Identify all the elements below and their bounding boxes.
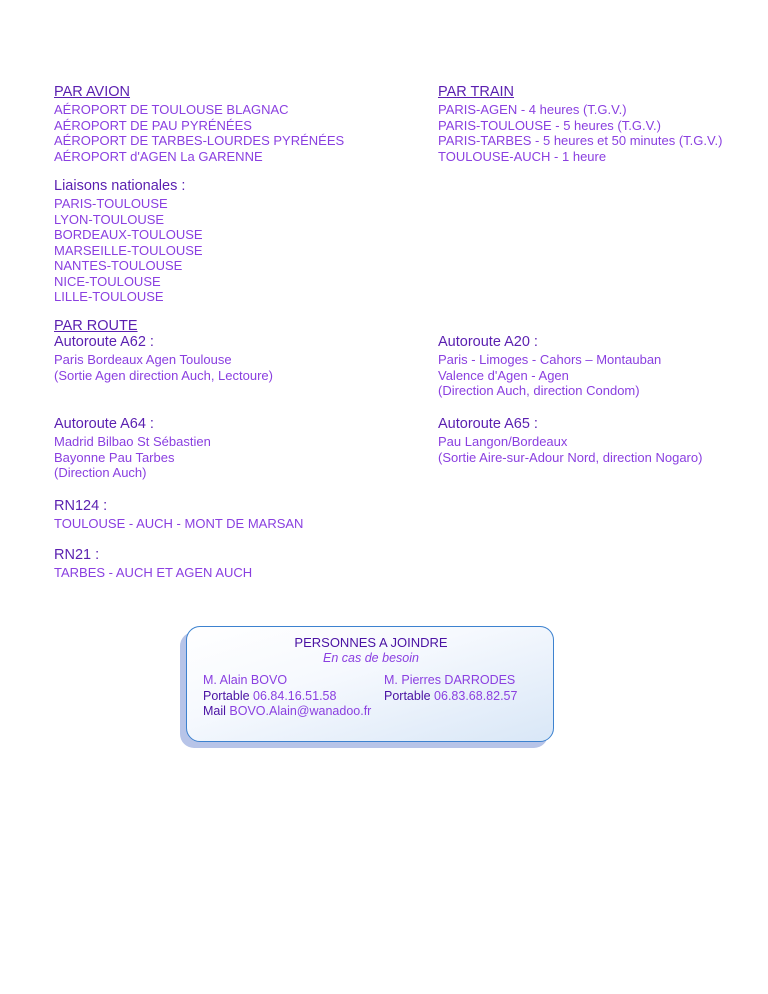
contact-subtitle: En cas de besoin [323, 651, 419, 665]
route-line: Madrid Bilbao St Sébastien [54, 434, 211, 449]
contact-phone-row [203, 689, 371, 705]
route-line: (Sortie Agen direction Auch, Lectoure) [54, 367, 273, 383]
liaison-line: NICE-TOULOUSE [54, 273, 161, 289]
liaison-line: NANTES-TOULOUSE [54, 258, 183, 273]
phone-label: Portable [203, 688, 250, 703]
airport-line: AÉROPORT d'AGEN La GARENNE [54, 148, 263, 164]
liaison-line: LYON-TOULOUSE [54, 211, 165, 227]
liaison-line: MARSEILLE-TOULOUSE [54, 242, 203, 258]
rn124-title: RN124 : [54, 498, 108, 514]
contact-name: M. Pierres DARRODES [384, 673, 516, 687]
contact-box [186, 626, 554, 742]
contact-person-2 [384, 673, 517, 704]
liaison-line: PARIS-TOULOUSE [54, 196, 168, 211]
section-par-route [54, 318, 138, 335]
contact-title: PERSONNES A JOINDRE [294, 635, 448, 650]
a64-title: Autoroute A64 : [54, 416, 154, 432]
route-a65 [438, 416, 702, 465]
phone-number: 06.83.68.82.57 [434, 688, 518, 703]
train-line: PARIS-TARBES - 5 heures et 50 minutes (T.G.V.) [438, 133, 723, 148]
route-a64 [54, 416, 211, 481]
route-a20 [438, 334, 661, 399]
train-line: PARIS-AGEN - 4 heures (T.G.V.) [438, 102, 627, 117]
par-route-heading: PAR ROUTE [54, 318, 138, 334]
phone-label: Portable [384, 688, 431, 703]
contact-name: M. Alain BOVO [203, 673, 288, 687]
liaisons-heading: Liaisons nationales : [54, 178, 186, 194]
contact-mail-row [203, 704, 371, 720]
section-liaisons-nationales [54, 178, 203, 305]
route-line: Bayonne Pau Tarbes [54, 449, 175, 465]
a20-title: Autoroute A20 : [438, 334, 538, 350]
a62-title: Autoroute A62 : [54, 334, 154, 350]
phone-number: 06.84.16.51.58 [253, 688, 337, 703]
route-line: Paris Bordeaux Agen Toulouse [54, 352, 232, 367]
mail-label: Mail [203, 704, 226, 718]
contact-person-1 [203, 673, 371, 720]
route-line: (Direction Auch) [54, 465, 147, 480]
airport-line: AÉROPORT DE TARBES-LOURDES PYRÉNÉES [54, 133, 345, 148]
route-rn124 [54, 498, 303, 532]
a65-title: Autoroute A65 : [438, 416, 538, 432]
route-line: TOULOUSE - AUCH - MONT DE MARSAN [54, 516, 304, 531]
route-line: Paris - Limoges - Cahors – Montauban [438, 352, 662, 367]
route-line: (Direction Auch, direction Condom) [438, 383, 640, 398]
par-train-heading: PAR TRAIN [438, 84, 515, 100]
route-line: (Sortie Aire-sur-Adour Nord, direction Nogaro) [438, 449, 703, 465]
liaison-line: LILLE-TOULOUSE [54, 289, 164, 304]
contact-phone-row [384, 689, 517, 705]
mail-address: BOVO.Alain@wanadoo.fr [229, 704, 372, 718]
route-a62 [54, 334, 273, 383]
airport-line: AÉROPORT DE TOULOUSE BLAGNAC [54, 102, 289, 117]
route-rn21 [54, 547, 252, 581]
par-avion-heading: PAR AVION [54, 84, 131, 100]
rn21-title: RN21 : [54, 547, 100, 563]
route-line: TARBES - AUCH ET AGEN AUCH [54, 565, 253, 580]
train-line: PARIS-TOULOUSE - 5 heures (T.G.V.) [438, 117, 661, 133]
airport-line: AÉROPORT DE PAU PYRÉNÉES [54, 117, 252, 133]
train-line: TOULOUSE-AUCH - 1 heure [438, 148, 607, 164]
section-par-avion [54, 84, 344, 164]
liaison-line: BORDEAUX-TOULOUSE [54, 227, 203, 242]
route-line: Valence d'Agen - Agen [438, 367, 569, 383]
route-line: Pau Langon/Bordeaux [438, 434, 568, 449]
section-par-train [438, 84, 722, 164]
